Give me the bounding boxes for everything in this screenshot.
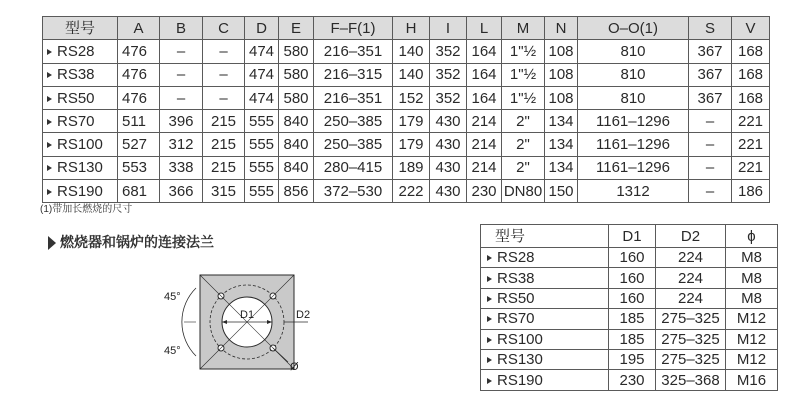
row-marker-icon [487,276,492,282]
row-marker-icon [47,142,52,148]
value-cell: 168 [732,86,770,109]
model-label: RS70 [57,112,95,130]
value-cell: 366 [160,180,203,203]
value-cell: 179 [393,110,430,133]
value-cell: 221 [732,133,770,156]
value-cell: 1312 [578,180,689,203]
header-col: H [393,17,430,40]
value-cell: 215 [203,133,245,156]
value-cell: 430 [430,180,467,203]
section-title: 燃烧器和锅炉的连接法兰 [60,234,214,250]
value-cell: 230 [467,180,502,203]
row-marker-icon [487,378,492,384]
value-cell: M8 [726,288,778,308]
value-cell: 325–368 [656,370,726,390]
value-cell: 164 [467,63,502,86]
value-cell: 840 [279,133,314,156]
value-cell: 2" [502,110,545,133]
table-row [481,248,778,268]
value-cell: 275–325 [656,329,726,349]
value-cell: 1161–1296 [578,110,689,133]
flange-table-header [481,225,778,248]
section-marker-icon [48,236,56,250]
header-col: L [467,17,502,40]
value-cell: 553 [118,156,160,179]
value-cell: 250–385 [314,110,393,133]
value-cell: 312 [160,133,203,156]
value-cell: 352 [430,63,467,86]
value-cell: M12 [726,349,778,369]
flange-table [480,224,778,391]
header-col: O–O(1) [578,17,689,40]
value-cell: 195 [609,349,656,369]
flange-diagram [140,270,320,388]
model-label: RS190 [57,182,103,200]
value-cell: 108 [545,86,578,109]
value-cell: 150 [545,180,578,203]
value-cell: 186 [732,180,770,203]
value-cell: M8 [726,268,778,288]
value-cell: 214 [467,156,502,179]
value-cell: – [689,156,732,179]
model-cell [43,86,118,109]
value-cell: 152 [393,86,430,109]
value-cell: 140 [393,63,430,86]
value-cell: 840 [279,156,314,179]
value-cell: 275–325 [656,349,726,369]
value-cell: 222 [393,180,430,203]
row-marker-icon [47,49,52,55]
header-col: B [160,17,203,40]
model-label: RS130 [57,159,103,177]
model-label: RS190 [497,371,543,389]
header-col: V [732,17,770,40]
header-col: I [430,17,467,40]
value-cell: 372–530 [314,180,393,203]
value-cell: 555 [245,156,279,179]
value-cell: 810 [578,86,689,109]
value-cell: – [203,40,245,63]
value-cell: 580 [279,63,314,86]
model-label: RS28 [57,42,95,60]
value-cell: 430 [430,133,467,156]
model-cell [481,288,609,308]
value-cell: 224 [656,288,726,308]
model-cell [481,309,609,329]
value-cell: 1"½ [502,40,545,63]
value-cell: 168 [732,63,770,86]
value-cell: 216–315 [314,63,393,86]
header-col: M [502,17,545,40]
row-marker-icon [47,119,52,125]
table-row [481,370,778,390]
value-cell: 216–351 [314,86,393,109]
value-cell: 580 [279,86,314,109]
table-row [43,156,770,179]
model-cell [43,40,118,63]
table-row [43,110,770,133]
value-cell: 338 [160,156,203,179]
value-cell: 367 [689,63,732,86]
model-cell [481,370,609,390]
value-cell: 430 [430,110,467,133]
table-row [43,133,770,156]
value-cell: 185 [609,329,656,349]
value-cell: – [203,63,245,86]
value-cell: 396 [160,110,203,133]
value-cell: 214 [467,133,502,156]
model-cell [43,63,118,86]
model-label: RS70 [497,310,535,328]
value-cell: 224 [656,248,726,268]
value-cell: 555 [245,110,279,133]
value-cell: 134 [545,133,578,156]
value-cell: 214 [467,110,502,133]
table-row [43,180,770,203]
dimensions-table [42,16,770,203]
value-cell: DN80 [502,180,545,203]
value-cell: 275–325 [656,309,726,329]
value-cell: 215 [203,156,245,179]
row-marker-icon [47,96,52,102]
value-cell: – [160,40,203,63]
value-cell: 430 [430,156,467,179]
value-cell: 1"½ [502,86,545,109]
d2-label: D2 [296,309,311,321]
header-model: 型号 [43,17,118,40]
value-cell: 168 [732,40,770,63]
value-cell: 476 [118,86,160,109]
row-marker-icon [47,165,52,171]
value-cell: 476 [118,63,160,86]
value-cell: – [689,133,732,156]
value-cell: 527 [118,133,160,156]
table-row [481,309,778,329]
row-marker-icon [487,357,492,363]
value-cell: – [689,110,732,133]
model-cell [481,268,609,288]
model-label: RS38 [57,66,95,84]
value-cell: M8 [726,248,778,268]
row-marker-icon [487,255,492,261]
table-row [481,268,778,288]
value-cell: 160 [609,288,656,308]
value-cell: 250–385 [314,133,393,156]
value-cell: 164 [467,40,502,63]
value-cell: M16 [726,370,778,390]
value-cell: 315 [203,180,245,203]
value-cell: 224 [656,268,726,288]
model-cell [481,329,609,349]
model-label: RS38 [497,269,535,287]
angle-top-label: 45° [164,291,181,303]
value-cell: 134 [545,110,578,133]
model-cell [43,156,118,179]
angle-bottom-label: 45° [164,345,181,357]
value-cell: 230 [609,370,656,390]
model-label: RS50 [497,289,535,307]
value-cell: 511 [118,110,160,133]
phi-label: Ø [290,361,299,373]
value-cell: 474 [245,86,279,109]
flange-header-col: ϕ [726,225,778,248]
value-cell: – [160,63,203,86]
value-cell: 580 [279,40,314,63]
table-row [43,63,770,86]
value-cell: – [160,86,203,109]
row-marker-icon [487,337,492,343]
value-cell: 555 [245,180,279,203]
value-cell: 1161–1296 [578,133,689,156]
row-marker-icon [487,296,492,302]
value-cell: 179 [393,133,430,156]
model-label: RS50 [57,89,95,107]
dimensions-table-header [43,17,770,40]
value-cell: 108 [545,40,578,63]
row-marker-icon [487,316,492,322]
value-cell: 474 [245,40,279,63]
value-cell: 189 [393,156,430,179]
value-cell: 140 [393,40,430,63]
header-col: N [545,17,578,40]
model-cell [481,248,609,268]
table-row [43,40,770,63]
value-cell: 840 [279,110,314,133]
value-cell: 280–415 [314,156,393,179]
value-cell: 681 [118,180,160,203]
value-cell: 185 [609,309,656,329]
model-label: RS130 [497,351,543,369]
value-cell: 160 [609,248,656,268]
value-cell: 352 [430,40,467,63]
footnote: (1)带加长燃烧的尺寸 [40,204,133,215]
value-cell: M12 [726,309,778,329]
model-cell [43,110,118,133]
header-col: C [203,17,245,40]
header-col: A [118,17,160,40]
header-col: D [245,17,279,40]
value-cell: 810 [578,63,689,86]
table-row [43,86,770,109]
value-cell: 134 [545,156,578,179]
value-cell: 2" [502,156,545,179]
row-marker-icon [47,72,52,78]
flange-header-col: D2 [656,225,726,248]
value-cell: 2" [502,133,545,156]
header-col: F–F(1) [314,17,393,40]
model-label: RS100 [57,136,103,154]
table-row [481,329,778,349]
value-cell: 215 [203,110,245,133]
value-cell: 367 [689,86,732,109]
value-cell: 1"½ [502,63,545,86]
value-cell: 474 [245,63,279,86]
header-col: E [279,17,314,40]
model-label: RS28 [497,249,535,267]
header-col: S [689,17,732,40]
value-cell: 221 [732,156,770,179]
value-cell: 221 [732,110,770,133]
row-marker-icon [47,189,52,195]
value-cell: 352 [430,86,467,109]
value-cell: 367 [689,40,732,63]
model-cell [481,349,609,369]
flange-header-model: 型号 [481,225,609,248]
value-cell: M12 [726,329,778,349]
value-cell: – [689,180,732,203]
table-row [481,288,778,308]
value-cell: – [203,86,245,109]
value-cell: 1161–1296 [578,156,689,179]
model-label: RS100 [497,330,543,348]
value-cell: 108 [545,63,578,86]
value-cell: 810 [578,40,689,63]
value-cell: 555 [245,133,279,156]
value-cell: 476 [118,40,160,63]
model-cell [43,133,118,156]
value-cell: 856 [279,180,314,203]
value-cell: 164 [467,86,502,109]
flange-header-col: D1 [609,225,656,248]
d1-label: D1 [240,309,255,321]
value-cell: 160 [609,268,656,288]
value-cell: 216–351 [314,40,393,63]
table-row [481,349,778,369]
